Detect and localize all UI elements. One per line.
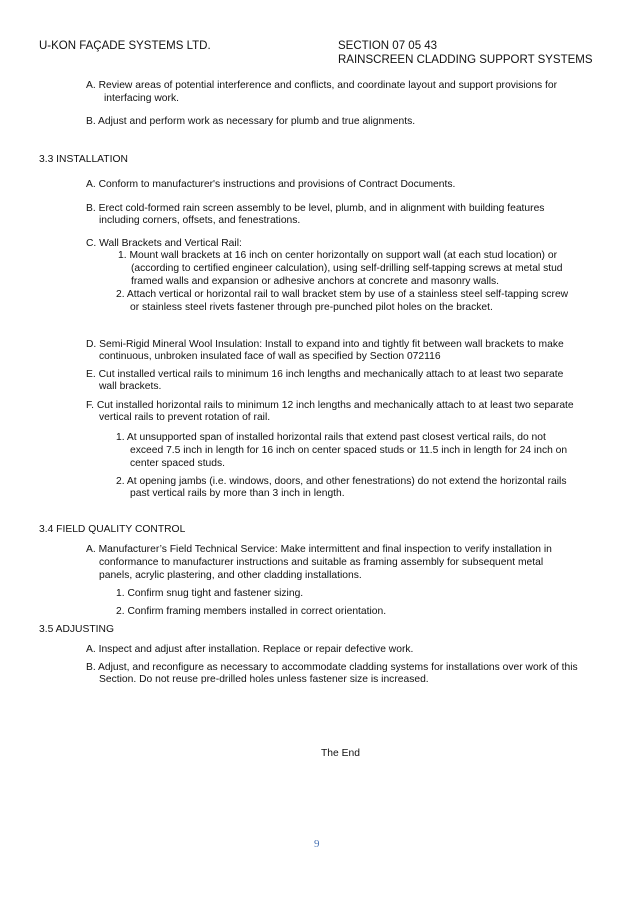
installation-item-d-line-2: continuous, unbroken insulated face of wall as specified by Section 072116 bbox=[99, 351, 441, 362]
end-text: The End bbox=[321, 748, 360, 759]
installation-item-c1-line-3: framed walls and expansion or adhesive anchors at concrete and masonry walls. bbox=[131, 276, 500, 287]
section-heading-installation: 3.3 INSTALLATION bbox=[39, 154, 128, 165]
header-company: U-KON FAÇADE SYSTEMS LTD. bbox=[39, 40, 211, 52]
installation-item-c2-line-1: 2. Attach vertical or horizontal rail to wall bracket stem by use of a stainless steel self-tapping screw bbox=[116, 289, 569, 300]
quality-item-a-line-2: conformance to manufacturer instructions and suitable as framing assembly for subsequent metal bbox=[99, 557, 544, 568]
adjusting-item-b-line-1: B. Adjust, and reconfigure as necessary to accommodate cladding systems for installations over work of this bbox=[86, 662, 578, 673]
adjusting-item-b-line-2: Section. Do not reuse pre-drilled holes unless fastener size is increased. bbox=[99, 674, 429, 685]
installation-item-c1-line-1: 1. Mount wall brackets at 16 inch on center horizontally on support wall (at each stud location) or bbox=[118, 250, 557, 261]
installation-item-c2-line-2: or stainless steel rivets fastener through pre-punched pilot holes on the bracket. bbox=[130, 302, 493, 313]
installation-item-e-line-1: E. Cut installed vertical rails to minimum 16 inch lengths and mechanically attach to at least two separate bbox=[86, 369, 564, 380]
installation-item-f1-line-2: exceed 7.5 inch in length for 16 inch on center spaced studs or 11.5 inch in length for 24 inch on bbox=[130, 445, 568, 456]
installation-item-f-line-1: F. Cut installed horizontal rails to minimum 12 inch lengths and mechanically attach to at least two separate bbox=[86, 400, 574, 411]
installation-item-b-line-2: including corners, offsets, and fenestrations. bbox=[99, 215, 301, 226]
prelim-item-a-line-2: interfacing work. bbox=[104, 93, 179, 104]
page-number: 9 bbox=[314, 838, 320, 850]
installation-item-f1-line-1: 1. At unsupported span of installed horizontal rails that extend past closest vertical rails, do not bbox=[116, 432, 546, 443]
prelim-item-b-line-1: B. Adjust and perform work as necessary for plumb and true alignments. bbox=[86, 116, 416, 127]
header-section-number: SECTION 07 05 43 bbox=[338, 40, 438, 52]
installation-item-a: A. Conform to manufacturer's instructions and provisions of Contract Documents. bbox=[86, 179, 456, 190]
installation-item-e-line-2: wall brackets. bbox=[99, 381, 162, 392]
header-section-title: RAINSCREEN CLADDING SUPPORT SYSTEMS bbox=[338, 54, 593, 66]
installation-item-b-line-1: B. Erect cold-formed rain screen assembly to be level, plumb, and in alignment with building features bbox=[86, 203, 545, 214]
installation-item-f2-line-2: past vertical rails by more than 3 inch in length. bbox=[130, 488, 345, 499]
section-heading-adjusting: 3.5 ADJUSTING bbox=[39, 624, 114, 635]
installation-item-d-line-1: D. Semi-Rigid Mineral Wool Insulation: Install to expand into and tightly fit between wall brackets to make bbox=[86, 339, 564, 350]
section-heading-field-quality-control: 3.4 FIELD QUALITY CONTROL bbox=[39, 524, 186, 535]
installation-item-c1-line-2: (according to certified engineer calculation), using self-drilling self-tapping screws at metal stud bbox=[131, 263, 563, 274]
installation-item-f2-line-1: 2. At opening jambs (i.e. windows, doors, and other fenestrations) do not extend the horizontal rails bbox=[116, 476, 567, 487]
installation-item-f1-line-3: center spaced studs. bbox=[130, 458, 226, 469]
quality-item-a-line-3: panels, acrylic plastering, and other cladding installations. bbox=[99, 570, 362, 581]
quality-item-a-line-1: A. Manufacturer’s Field Technical Service: Make intermittent and final inspection to verify installation in bbox=[86, 544, 552, 555]
installation-item-f-line-2: vertical rails to prevent rotation of rail. bbox=[99, 412, 271, 423]
installation-item-c-heading: C. Wall Brackets and Vertical Rail: bbox=[86, 238, 242, 249]
prelim-item-a-line-1: A. Review areas of potential interference and conflicts, and coordinate layout and support provisions for bbox=[86, 80, 558, 91]
adjusting-item-a: A. Inspect and adjust after installation. Replace or repair defective work. bbox=[86, 644, 414, 655]
quality-item-a2: 2. Confirm framing members installed in correct orientation. bbox=[116, 606, 387, 617]
quality-item-a1: 1. Confirm snug tight and fastener sizing. bbox=[116, 588, 304, 599]
